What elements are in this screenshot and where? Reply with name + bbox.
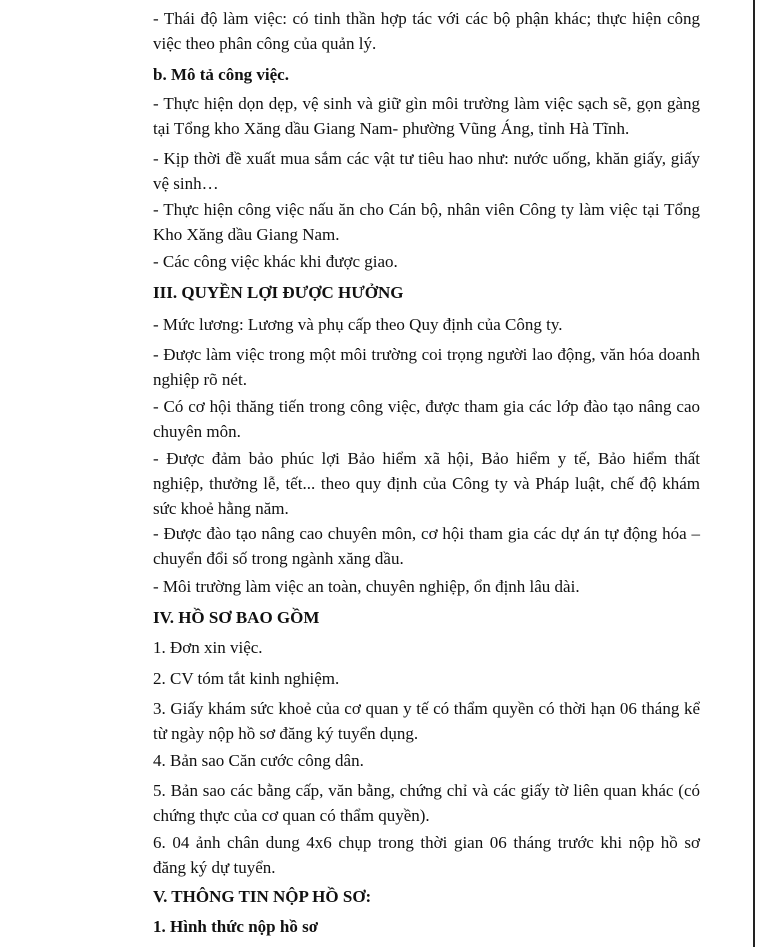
paragraph-other-tasks: - Các công việc khác khi được giao. — [153, 252, 398, 271]
heading-submission-info: V. THÔNG TIN NỘP HỒ SƠ: — [153, 887, 372, 906]
list-item-6: 6. 04 ảnh chân dung 4x6 chụp trong thời gian 06 tháng trước khi nộp hồ sơ đăng ký dự tuyển. — [153, 833, 700, 877]
paragraph-welfare: - Được đảm bảo phúc lợi Bảo hiểm xã hội, Bảo hiểm y tế, Bảo hiểm thất nghiệp, thưởng lễ, tết... theo quy định của Công ty và Pháp luật, chế độ khám sức khoẻ hằng năm. — [153, 449, 700, 518]
heading-documents: IV. HỒ SƠ BAO GỒM — [153, 608, 320, 627]
paragraph-salary: - Mức lương: Lương và phụ cấp theo Quy định của Công ty. — [153, 315, 563, 334]
page-edge-rule — [753, 0, 755, 947]
heading-submission-method: 1. Hình thức nộp hồ sơ — [153, 917, 319, 936]
paragraph-promotion: - Có cơ hội thăng tiến trong công việc, được tham gia các lớp đào tạo nâng cao chuyên môn. — [153, 397, 700, 441]
paragraph-safe-environment: - Môi trường làm việc an toàn, chuyên nghiệp, ổn định lâu dài. — [153, 577, 580, 596]
list-item-5: 5. Bản sao các bằng cấp, văn bằng, chứng chỉ và các giấy tờ liên quan khác (có chứng thực của cơ quan có thẩm quyền). — [153, 781, 700, 825]
heading-job-description: b. Mô tả công việc. — [153, 65, 289, 84]
list-item-1: 1. Đơn xin việc. — [153, 638, 263, 657]
heading-benefits: III. QUYỀN LỢI ĐƯỢC HƯỞNG — [153, 283, 404, 302]
paragraph-work-attitude: - Thái độ làm việc: có tinh thần hợp tác với các bộ phận khác; thực hiện công việc theo phân công của quản lý. — [153, 9, 700, 53]
paragraph-environment: - Được làm việc trong một môi trường coi trọng người lao động, văn hóa doanh nghiệp rõ nét. — [153, 345, 700, 389]
paragraph-training: - Được đào tạo nâng cao chuyên môn, cơ hội tham gia các dự án tự động hóa – chuyển đổi số trong ngành xăng dầu. — [153, 524, 700, 568]
paragraph-purchasing: - Kịp thời đề xuất mua sắm các vật tư tiêu hao như: nước uống, khăn giấy, giấy vệ sinh… — [153, 149, 700, 193]
paragraph-cooking: - Thực hiện công việc nấu ăn cho Cán bộ, nhân viên Công ty làm việc tại Tổng Kho Xăng dầu Giang Nam. — [153, 200, 700, 244]
list-item-4: 4. Bản sao Căn cước công dân. — [153, 751, 364, 770]
list-item-3: 3. Giấy khám sức khoẻ của cơ quan y tế có thẩm quyền có thời hạn 06 tháng kể từ ngày nộp hồ sơ đăng ký tuyển dụng. — [153, 699, 700, 743]
list-item-2: 2. CV tóm tắt kinh nghiệm. — [153, 669, 340, 688]
paragraph-cleaning: - Thực hiện dọn dẹp, vệ sinh và giữ gìn môi trường làm việc sạch sẽ, gọn gàng tại Tổng kho Xăng dầu Giang Nam- phường Vũng Áng, tỉnh Hà Tĩnh. — [153, 94, 700, 138]
